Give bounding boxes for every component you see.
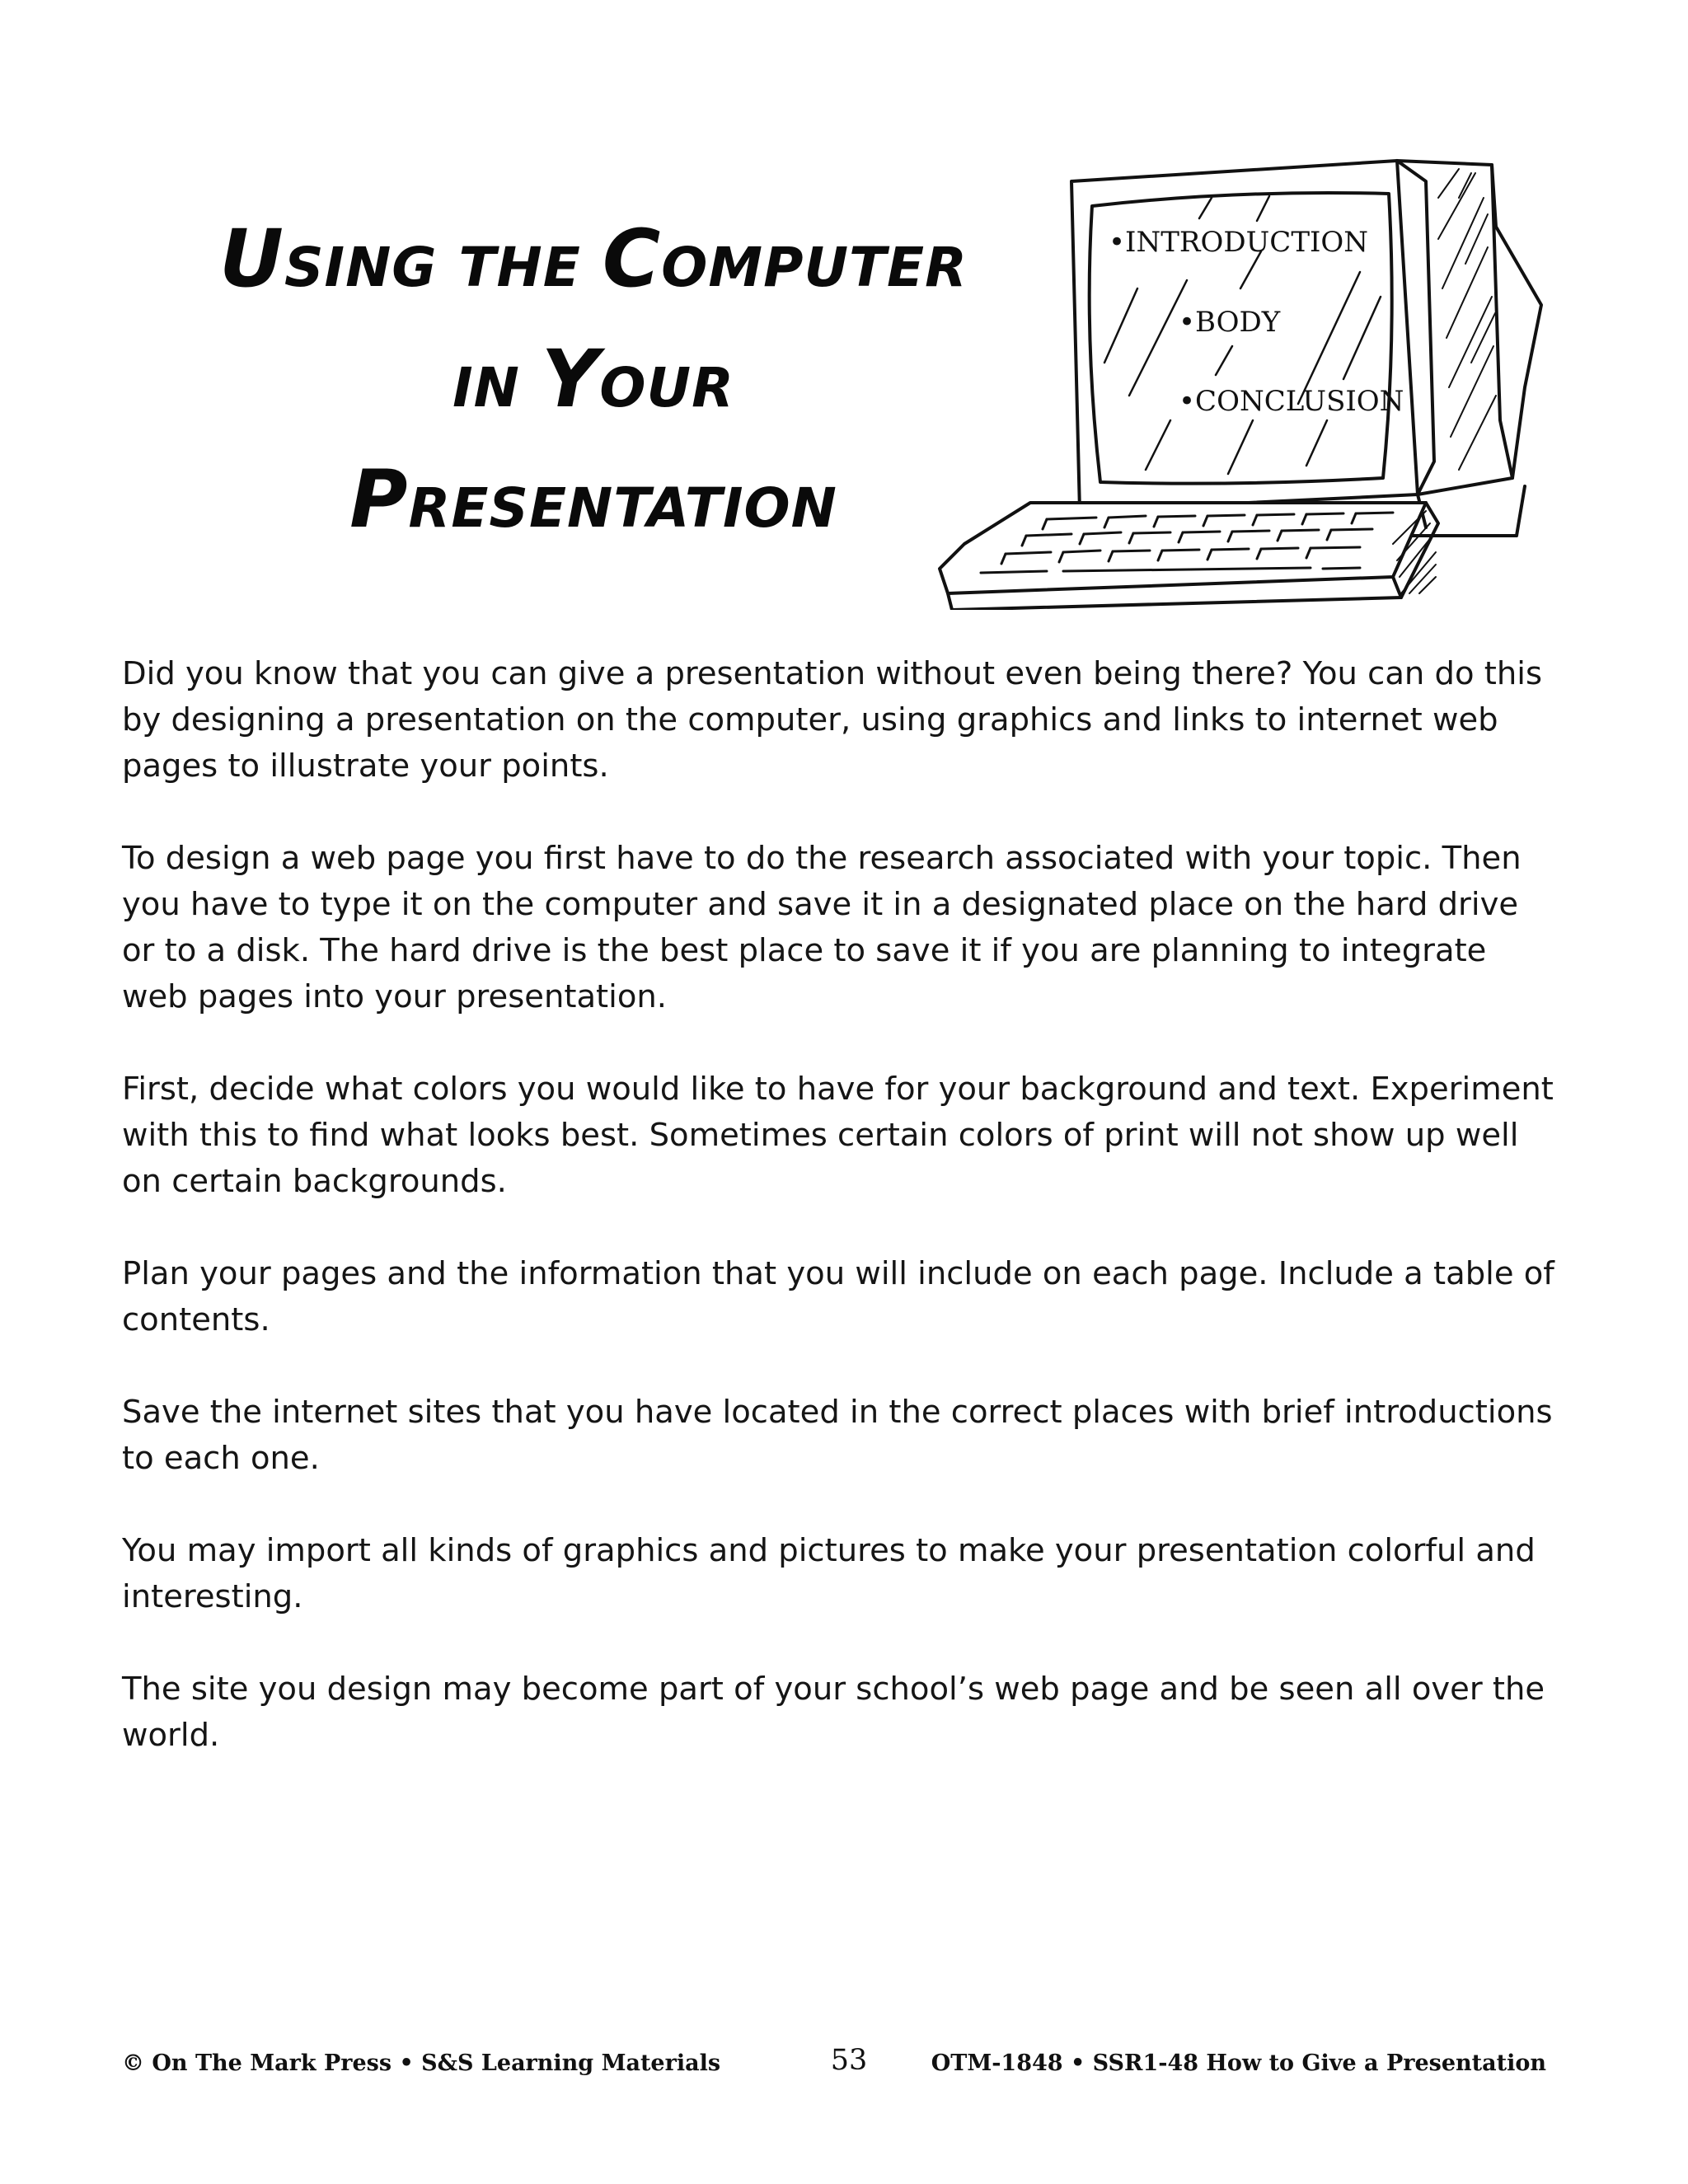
computer-illustration xyxy=(931,148,1566,610)
title-line2-part-2: Y xyxy=(541,333,600,425)
title-line-1 xyxy=(165,210,1022,330)
screen-item-introduction: •INTRODUCTION xyxy=(1109,226,1369,259)
title-line1-part-1: SING xyxy=(284,236,438,299)
title-line1-part-3: THE xyxy=(458,236,581,299)
paragraph-sites: Save the internet sites that you have located in the correct places with brief introductions to each one. xyxy=(122,1394,1553,1477)
page-title xyxy=(165,210,1022,571)
title-line3-part-0: P xyxy=(349,453,409,546)
footer-book-code: OTM-1848 • SSR1-48 How to Give a Presentation xyxy=(931,2050,1546,2076)
screen-item-conclusion: •CONCLUSION xyxy=(1179,385,1404,418)
title-line1-part-5: C xyxy=(602,213,662,305)
title-line3-part-1: RESENTATION xyxy=(408,476,837,540)
paragraph-plan: Plan your pages and the information that you will include on each page. Include a table of contents. xyxy=(122,1255,1554,1338)
page-number: 53 xyxy=(830,2044,868,2077)
title-line2-part-3: OUR xyxy=(599,356,734,419)
body-text xyxy=(122,651,1556,1805)
title-line-3 xyxy=(165,451,1022,571)
title-line-2 xyxy=(165,330,1022,451)
paragraph-graphics: You may import all kinds of graphics and pictures to make your presentation colorful and interesting. xyxy=(122,1532,1536,1615)
paragraph-design: To design a web page you first have to do the research associated with your topic. Then you have to type it on the computer and save it in a designated place on the hard drive or to a disk. The hard drive is the best place to save it if you are planning to integrate web pages into your presentation. xyxy=(122,840,1522,1015)
paragraph-world: The site you design may become part of your school’s web page and be seen all over the world. xyxy=(122,1671,1545,1754)
paragraph-colors: First, decide what colors you would like to have for your background and text. Experiment with this to find what looks best. Sometimes certain colors of print will not show up well on certain backgrounds. xyxy=(122,1071,1554,1200)
title-line1-part-0: U xyxy=(219,213,284,305)
paragraph-intro: Did you know that you can give a presentation without even being there? You can do this by designing a presentation on the computer, using graphics and links to internet web pages to illustrate your points. xyxy=(122,655,1543,785)
title-line1-part-6: OMPUTER xyxy=(661,236,968,299)
footer-copyright: © On The Mark Press • S&S Learning Materials xyxy=(122,2050,721,2076)
title-line2-part-0: IN xyxy=(452,356,520,419)
screen-item-body: •BODY xyxy=(1179,306,1281,339)
